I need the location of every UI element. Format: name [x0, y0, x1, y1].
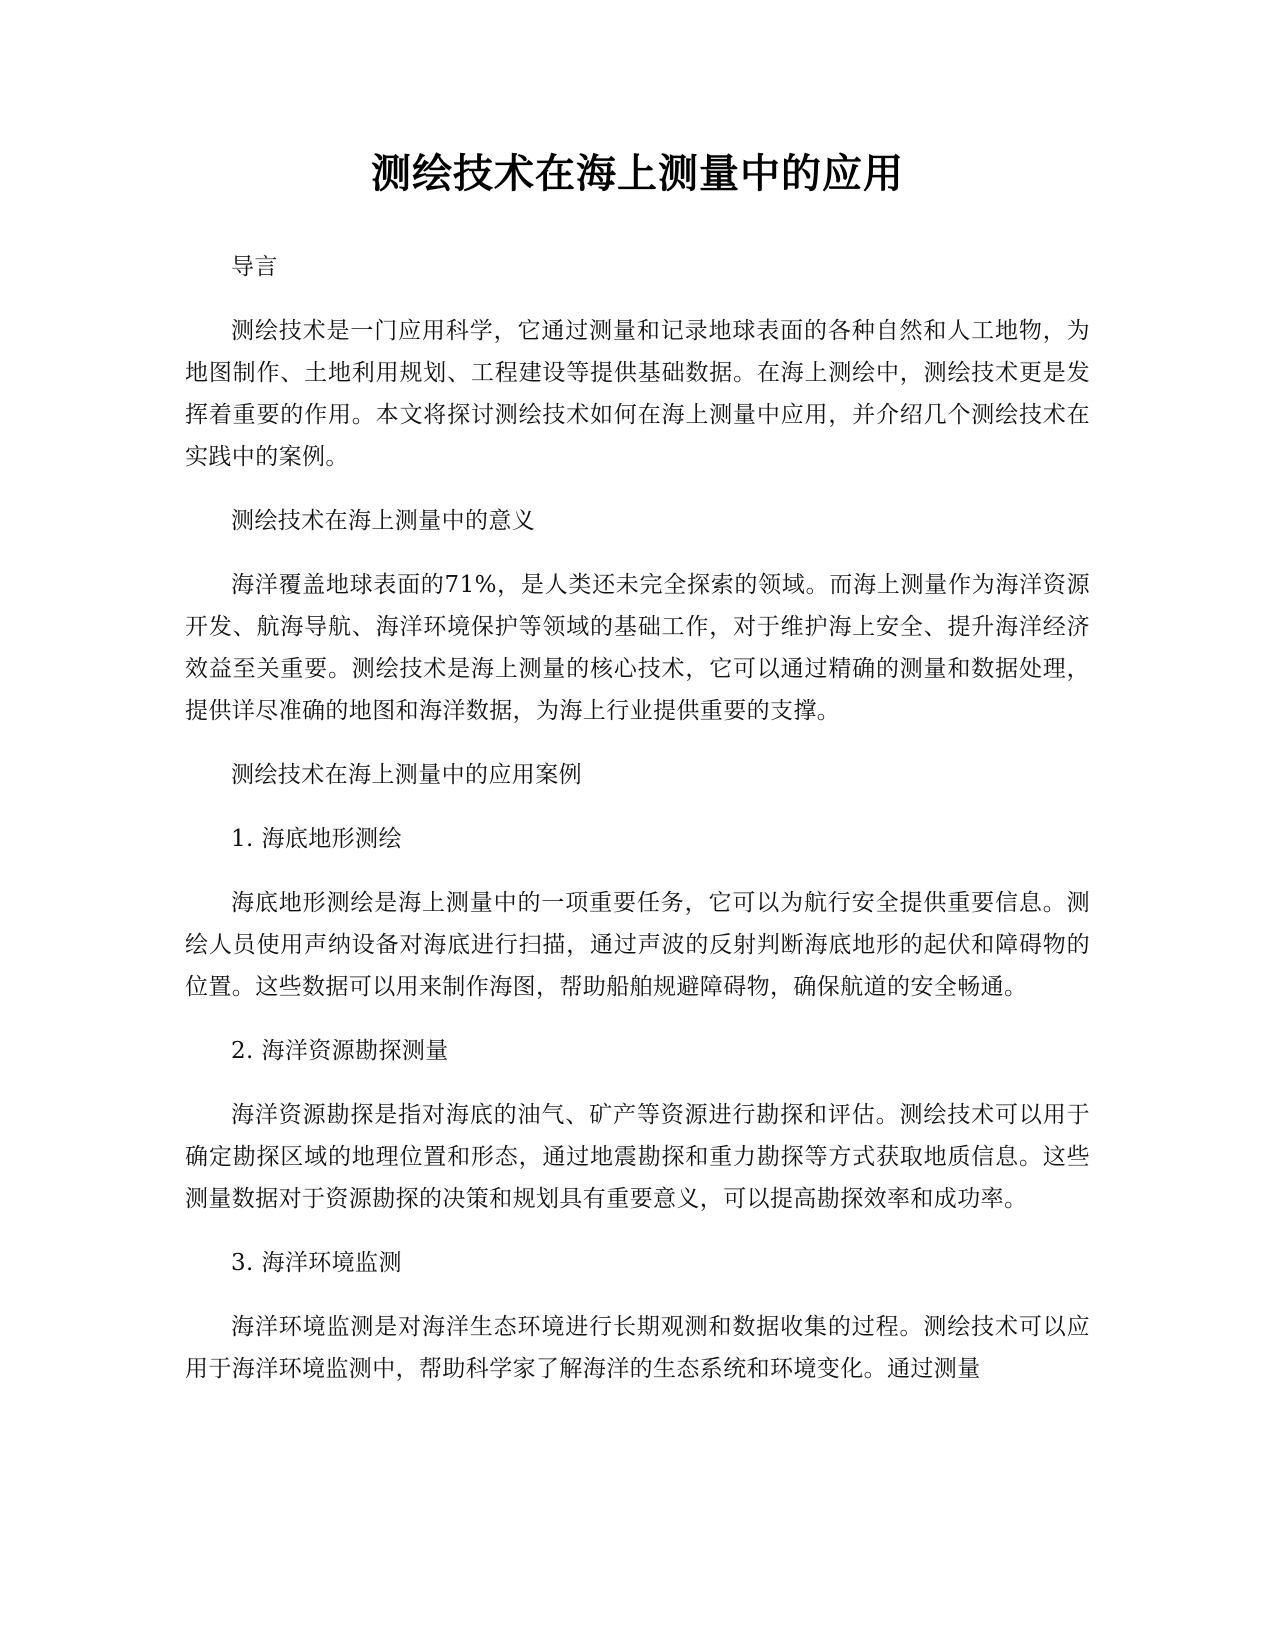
paragraph-case2-heading: 2. 海洋资源勘探测量 — [231, 1038, 449, 1064]
paragraph-case2: 海洋资源勘探是指对海底的油气、矿产等资源进行勘探和评估。测绘技术可以用于确定勘探区域的地理位置和形态，通过地震勘探和重力勘探等方式获取地质信息。这些测量数据对于资源勘探的决策和规划具有重要意义，可以提高勘探效率和成功率。 — [185, 1102, 1090, 1212]
paragraph-case1: 海底地形测绘是海上测量中的一项重要任务，它可以为航行安全提供重要信息。测绘人员使用声纳设备对海底进行扫描，通过声波的反射判断海底地形的起伏和障碍物的位置。这些数据可以用来制作海图，帮助船舶规避障碍物，确保航道的安全畅通。 — [185, 890, 1090, 1000]
document-title: 测绘技术在海上测量中的应用 — [371, 151, 904, 197]
paragraph-intro: 测绘技术是一门应用科学，它通过测量和记录地球表面的各种自然和人工地物，为地图制作、土地利用规划、工程建设等提供基础数据。在海上测绘中，测绘技术更是发挥着重要的作用。本文将探讨测绘技术如何在海上测量中应用，并介绍几个测绘技术在实践中的案例。 — [185, 318, 1090, 470]
paragraph-case1-heading: 1. 海底地形测绘 — [231, 826, 402, 852]
paragraph-case3-heading: 3. 海洋环境监测 — [231, 1250, 402, 1276]
paragraph-significance: 海洋覆盖地球表面的71%，是人类还未完全探索的领域。而海上测量作为海洋资源开发、航海导航、海洋环境保护等领域的基础工作，对于维护海上安全、提升海洋经济效益至关重要。测绘技术是海上测量的核心技术，它可以通过精确的测量和数据处理，提供详尽准确的地图和海洋数据，为海上行业提供重要的支撑。 — [185, 572, 1090, 724]
paragraph-intro-heading: 导言 — [231, 254, 278, 280]
paragraph-case3: 海洋环境监测是对海洋生态环境进行长期观测和数据收集的过程。测绘技术可以应用于海洋环境监测中，帮助科学家了解海洋的生态系统和环境变化。通过测量 — [185, 1314, 1090, 1382]
paragraph-significance-heading: 测绘技术在海上测量中的意义 — [231, 508, 536, 534]
paragraph-cases-heading: 测绘技术在海上测量中的应用案例 — [231, 762, 582, 788]
